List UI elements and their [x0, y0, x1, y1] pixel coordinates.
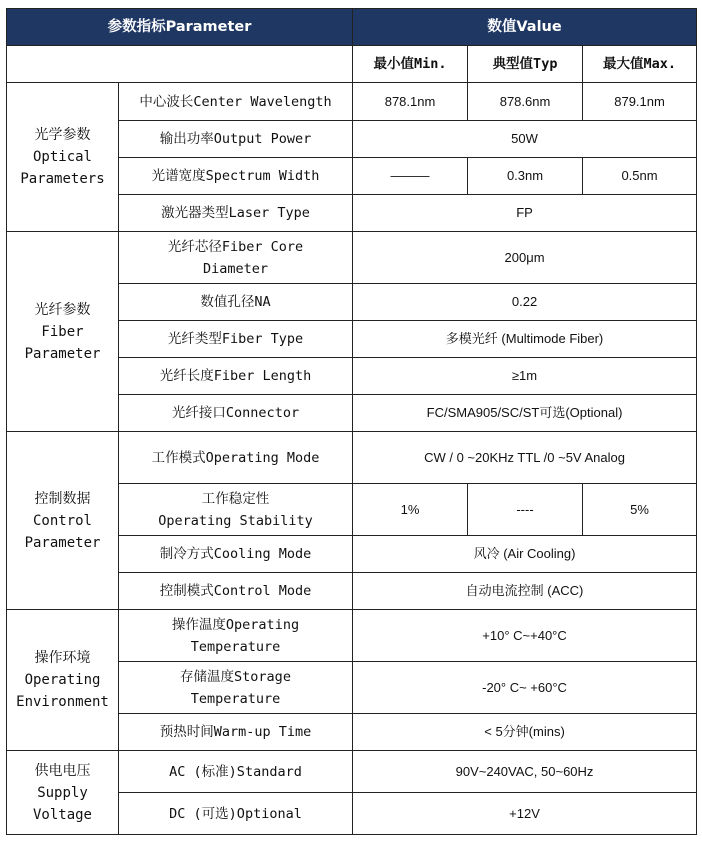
label-center-wavelength: 中心波长Center Wavelength: [119, 83, 353, 121]
group-fiber: 光纤参数 Fiber Parameter: [7, 232, 119, 432]
label-laser-type: 激光器类型Laser Type: [119, 195, 353, 232]
label-ac-standard: AC (标准)Standard: [119, 751, 353, 793]
laser-type-value: FP: [353, 195, 697, 232]
warmup-time-value: < 5分钟(mins): [353, 714, 697, 751]
dc-value: +12V: [353, 793, 697, 835]
subheader-max: 最大值Max.: [583, 46, 697, 83]
group-supply: 供电电压 Supply Voltage: [7, 751, 119, 835]
label-fiber-length: 光纤长度Fiber Length: [119, 358, 353, 395]
label-storage-temperature: 存储温度Storage Temperature: [119, 662, 353, 714]
connector-value: FC/SMA905/SC/ST可选(Optional): [353, 395, 697, 432]
na-value: 0.22: [353, 284, 697, 321]
label-na: 数值孔径NA: [119, 284, 353, 321]
stability-max: 5%: [583, 484, 697, 536]
group-environment: 操作环境 Operating Environment: [7, 610, 119, 751]
subheader-typ: 典型值Typ: [468, 46, 583, 83]
fiber-core-value: 200μm: [353, 232, 697, 284]
subheader-min: 最小值Min.: [353, 46, 468, 83]
cooling-mode-value: 风冷 (Air Cooling): [353, 536, 697, 573]
label-output-power: 输出功率Output Power: [119, 121, 353, 158]
label-cooling-mode: 制冷方式Cooling Mode: [119, 536, 353, 573]
spectrum-typ: 0.3nm: [468, 158, 583, 195]
ac-value: 90V~240VAC, 50~60Hz: [353, 751, 697, 793]
wavelength-max: 879.1nm: [583, 83, 697, 121]
group-optical: 光学参数 Optical Parameters: [7, 83, 119, 232]
label-control-mode: 控制模式Control Mode: [119, 573, 353, 610]
label-operating-mode: 工作模式Operating Mode: [119, 432, 353, 484]
header-value: 数值Value: [353, 9, 697, 46]
label-connector: 光纤接口Connector: [119, 395, 353, 432]
output-power-value: 50W: [353, 121, 697, 158]
stability-min: 1%: [353, 484, 468, 536]
fiber-type-value: 多模光纤 (Multimode Fiber): [353, 321, 697, 358]
wavelength-min: 878.1nm: [353, 83, 468, 121]
label-dc-optional: DC (可选)Optional: [119, 793, 353, 835]
label-fiber-core-diameter: 光纤芯径Fiber Core Diameter: [119, 232, 353, 284]
spec-table: [6, 8, 697, 835]
storage-temperature-value: -20° C~ +60°C: [353, 662, 697, 714]
operating-mode-value: CW / 0 ~20KHz TTL /0 ~5V Analog: [353, 432, 697, 484]
wavelength-typ: 878.6nm: [468, 83, 583, 121]
subheader-blank: [7, 46, 353, 83]
label-spectrum-width: 光谱宽度Spectrum Width: [119, 158, 353, 195]
stability-typ: ----: [468, 484, 583, 536]
fiber-length-value: ≥1m: [353, 358, 697, 395]
group-control: 控制数据 Control Parameter: [7, 432, 119, 610]
label-operating-stability: 工作稳定性 Operating Stability: [119, 484, 353, 536]
header-parameter: 参数指标Parameter: [7, 9, 353, 46]
label-operating-temperature: 操作温度Operating Temperature: [119, 610, 353, 662]
label-warmup-time: 预热时间Warm-up Time: [119, 714, 353, 751]
spectrum-min: ———: [353, 158, 468, 195]
spectrum-max: 0.5nm: [583, 158, 697, 195]
label-fiber-type: 光纤类型Fiber Type: [119, 321, 353, 358]
control-mode-value: 自动电流控制 (ACC): [353, 573, 697, 610]
operating-temperature-value: +10° C~+40°C: [353, 610, 697, 662]
